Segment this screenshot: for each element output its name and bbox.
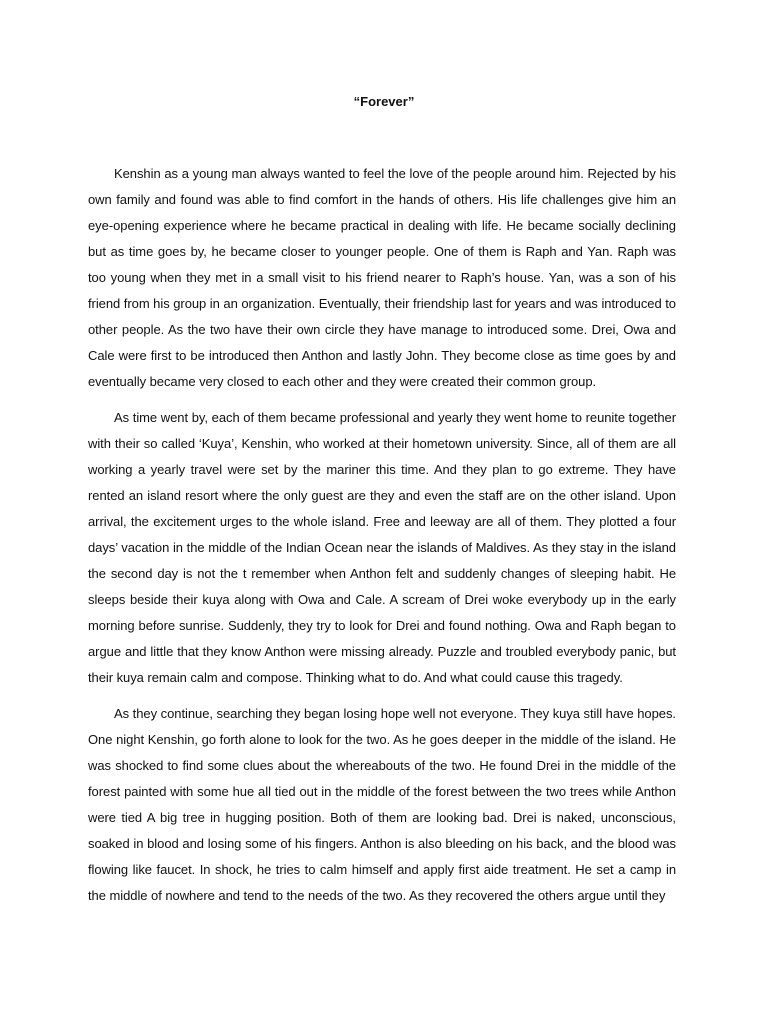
paragraph-1: Kenshin as a young man always wanted to feel the love of the people around him. Rejected by his own family and found was able to find comfort in the hands of others. His life challenges give him an eye-opening experience where he became practical in dealing with life. He became socially declining but as time goes by, he became closer to younger people. One of them is Raph and Yan. Raph was too young when they met in a small visit to his friend nearer to Raph’s house. Yan, was a son of his friend from his group in an organization. Eventually, their friendship last for years and was introduced to other people. As the two have their own circle they have manage to introduced some. Drei, Owa and Cale were first to be introduced then Anthon and lastly John. They become close as time goes by and eventually became very closed to each other and they were created their common group. [88,166,676,389]
document-title: “Forever” [353,94,415,109]
paragraph-3: As they continue, searching they began losing hope well not everyone. They kuya still have hopes. One night Kenshin, go forth alone to look for the two. As he goes deeper in the middle of the island. He was shocked to find some clues about the whereabouts of the two. He found Drei in the middle of the forest painted with some hue all tied out in the middle of the forest between the two trees while Anthon were tied A big tree in hugging position. Both of them are looking bad. Drei is naked, unconscious, soaked in blood and losing some of his fingers. Anthon is also bleeding on his back, and the blood was flowing like faucet. In shock, he tries to calm himself and apply first aide treatment. He set a camp in the middle of nowhere and tend to the needs of the two. As they recovered the others argue until they [88,706,676,903]
document-body [88,161,676,919]
paragraph-2: As time went by, each of them became professional and yearly they went home to reunite together with their so called ‘Kuya’, Kenshin, who worked at their hometown university. Since, all of them are all working a yearly travel were set by the mariner this time. And they plan to go extreme. They have rented an island resort where the only guest are they and even the staff are on the other island. Upon arrival, the excitement urges to the whole island. Free and leeway are all of them. They plotted a four days’ vacation in the middle of the Indian Ocean near the islands of Maldives. As they stay in the island the second day is not the t remember when Anthon felt and suddenly changes of sleeping habit. He sleeps beside their kuya along with Owa and Cale. A scream of Drei woke everybody up in the early morning before sunrise. Suddenly, they try to look for Drei and found nothing. Owa and Raph began to argue and little that they know Anthon were missing already. Puzzle and troubled everybody panic, but their kuya remain calm and compose. Thinking what to do. And what could cause this tragedy. [88,410,676,685]
